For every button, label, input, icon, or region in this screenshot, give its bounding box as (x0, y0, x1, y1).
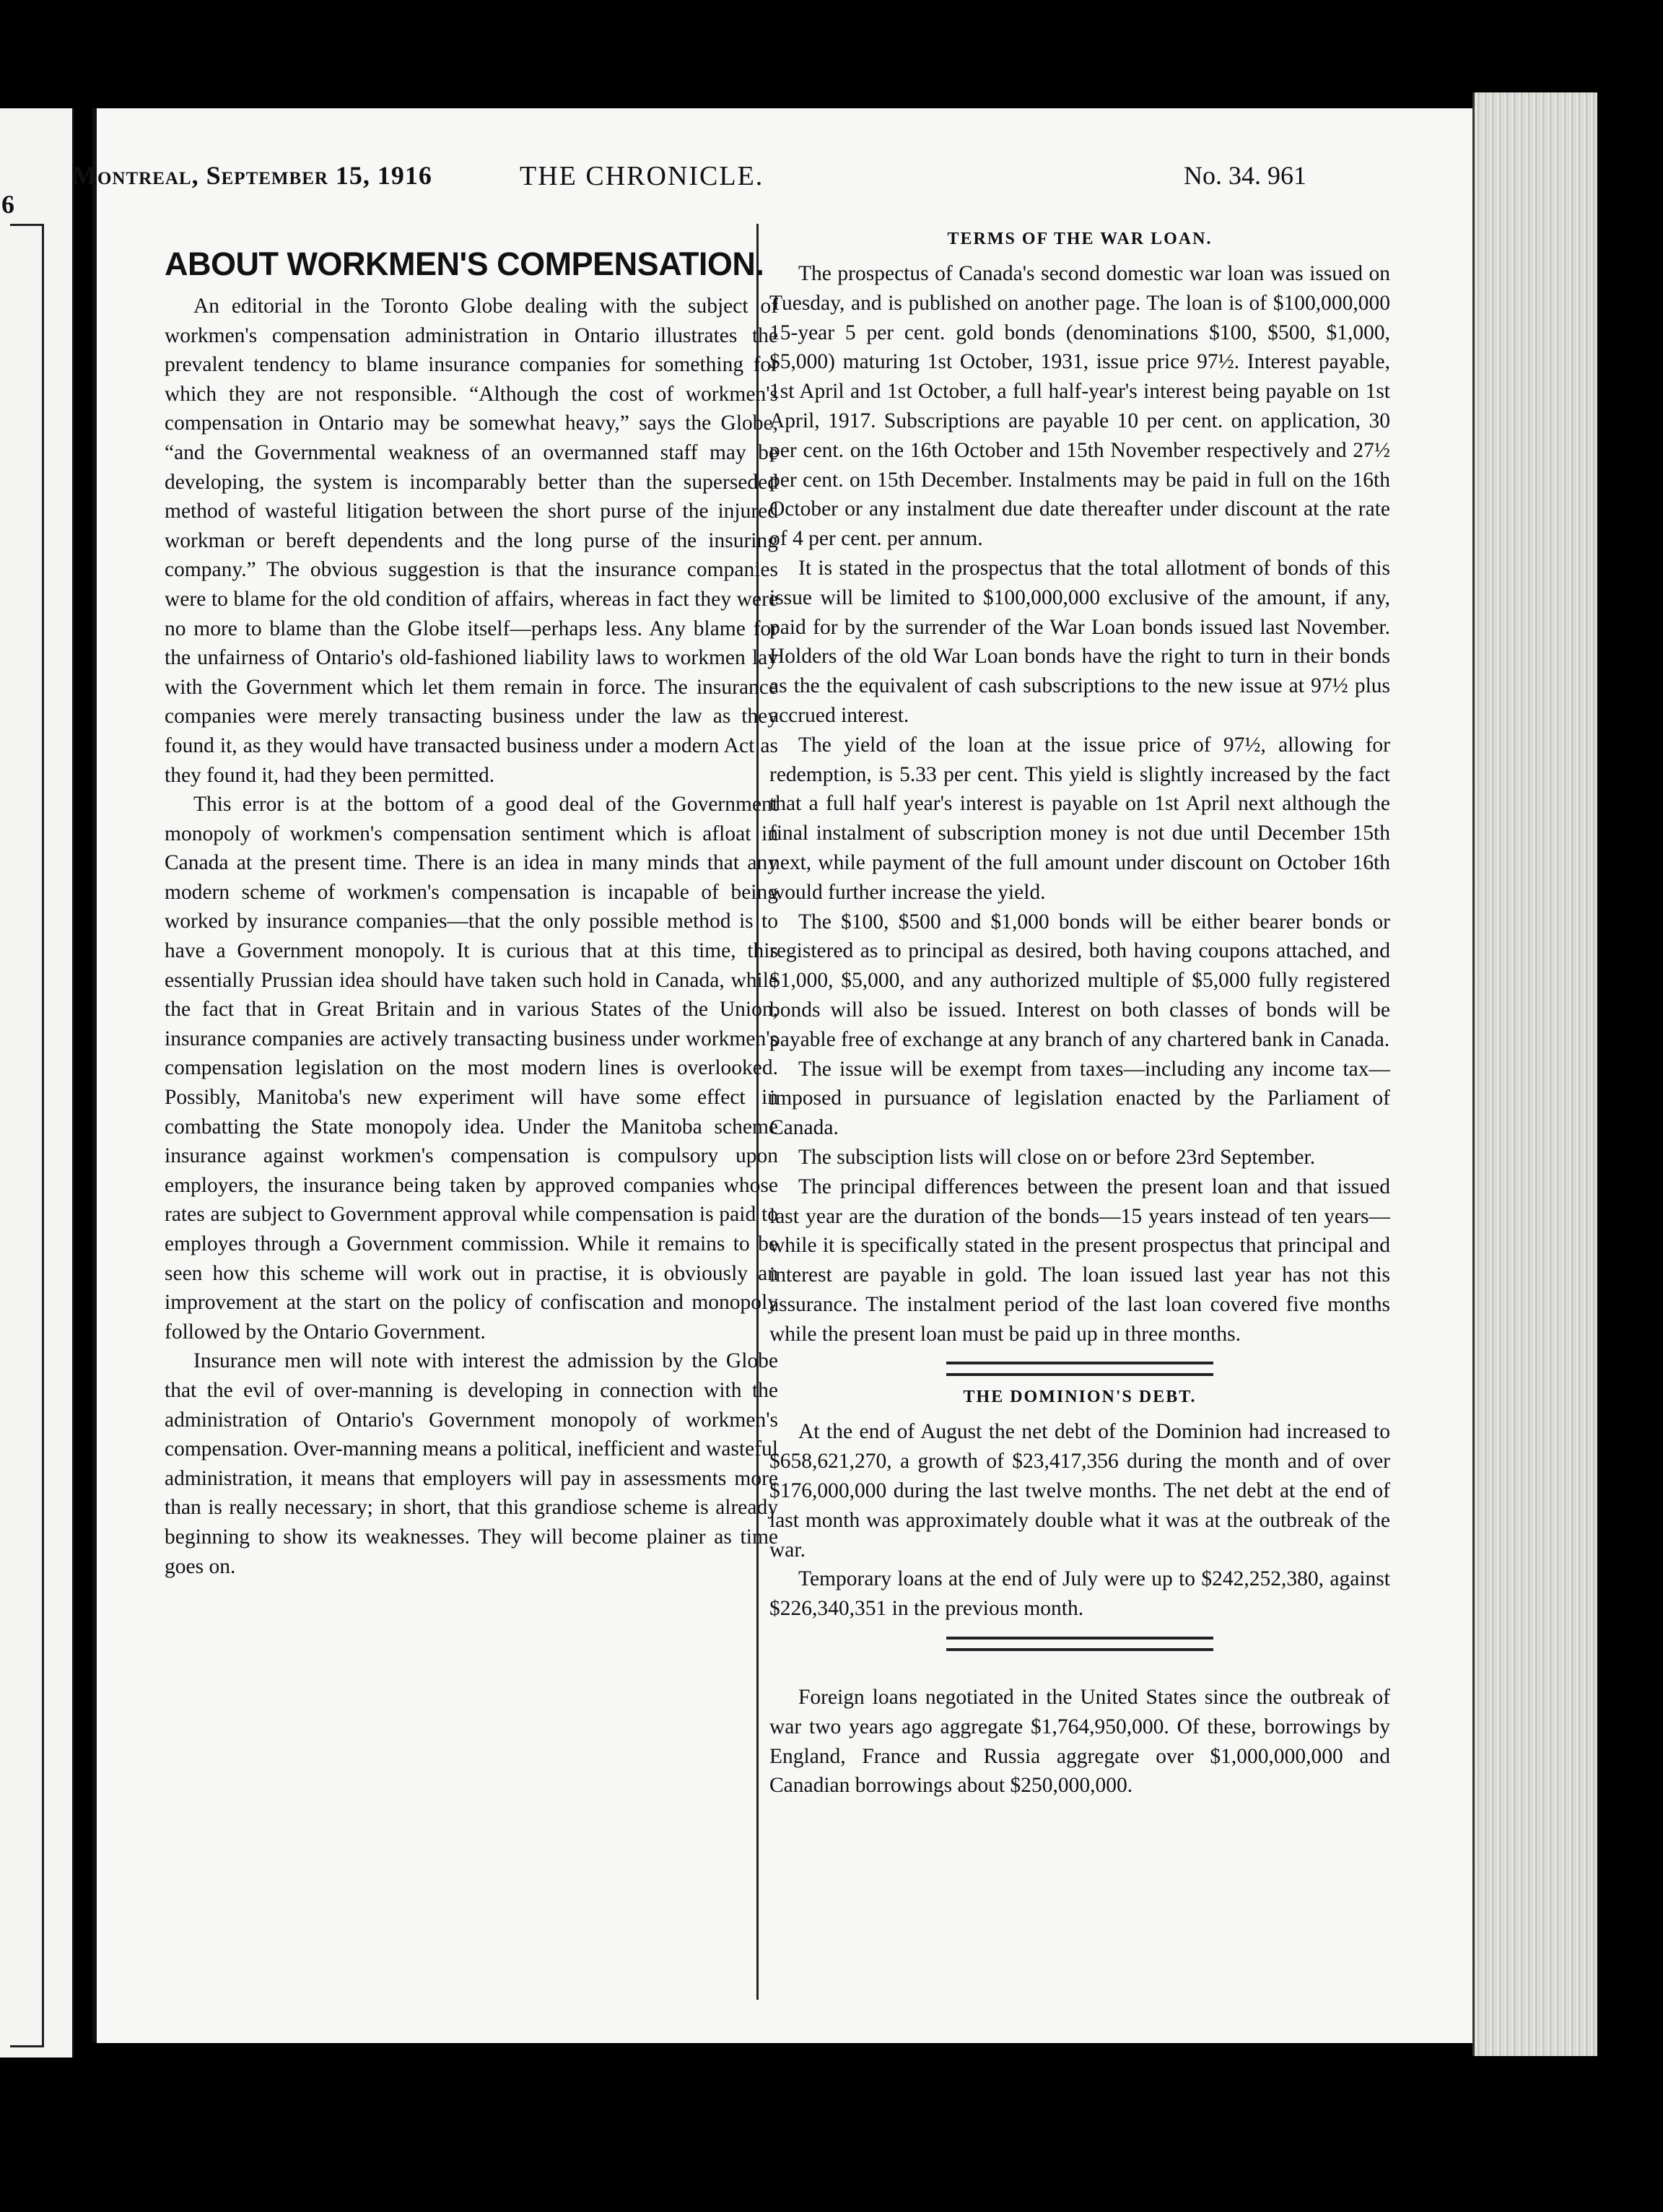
article-paragraph: The issue will be exempt from taxes—including any income tax—imposed in pursuance of legislation enacted by the Parliament of Canada. (769, 1057, 1390, 1140)
article-paragraph: An editorial in the Toronto Globe dealing with the subject of workmen's compensation administration in Ontario illustrates the prevalent tendency to blame insurance companies for something for which they are not responsible. “Although the cost of workmen's compensation in Ontario may be somewhat heavy,” says the Globe, “and the Governmental weakness of an overmanned staff may be developing, the system is incomparably better than the superseded method of wasteful litigation between the short purse of the injured workman or bereft dependents and the long purse of the insuring company.” The obvious suggestion is that the insurance companies were to blame for the old condition of affairs, whereas in fact they were no more to blame than the Globe itself—perhaps less. Any blame for the unfairness of Ontario's old-fashioned liability laws to workmen lay with the Government which let them remain in force. The insurance companies were merely transacting business under the law as they found it, as they would have transacted business under a modern Act as they found it, had they been permitted. (165, 295, 778, 787)
article-paragraph: The prospectus of Canada's second domestic war loan was issued on Tuesday, and is published on another page. The loan is of $100,000,000 15-year 5 per cent. gold bonds (denominations $100, $500, $1,000, $5,000) maturing 1st October, 1931, issue price 97½. Interest payable, 1st April and 1st October, a full half-year's interest being payable on 1st April, 1917. Subscriptions are payable 10 per cent. on application, 30 per cent. on the 16th October and 15th November respectively and 27½ per cent. on 15th December. Instalments may be paid in full on the 16th October or any instalment due date thereafter under discount at the rate of 4 per cent. per annum. (769, 262, 1390, 551)
section-divider (946, 1362, 1213, 1376)
article-paragraph: The subsciption lists will close on or before 23rd September. (798, 1145, 1316, 1169)
previous-page-border (10, 224, 44, 2047)
page-header (72, 160, 1343, 204)
article-paragraph: The yield of the loan at the issue price of 97½, allowing for redemption, is 5.33 per cent. This yield is slightly increased by the fact that a full half year's interest is payable on 1st April next although the final instalment of subscription money is not due until December 15th next, while payment of the full amount under discount on October 16th would further increase the yield. (769, 733, 1390, 904)
article-paragraph: This error is at the bottom of a good deal of the Government monopoly of workmen's compensation sentiment which is afloat in Canada at the present time. There is an idea in many minds that any modern scheme of workmen's compensation is incapable of being worked by insurance companies—that the only possible method is to have a Government monopoly. It is curious that at this time, this essentially Prussian idea should have taken such hold in Canada, while the fact that in Great Britain and in various States of the Union, insurance companies are actively transacting business under workmen's compensation legislation on the most modern lines is overlooked. Possibly, Manitoba's new experiment will have some effect in combatting the State monopoly idea. Under the Manitoba scheme insurance against workmen's compensation is compulsory upon employers, the insurance being taken by approved companies whose rates are subject to Government approval while compensation is paid to employes through a Government commission. While it remains to be seen how this scheme will work out in practise, it is obviously an improvement at the start on the policy of confiscation and monopoly followed by the Ontario Government. (165, 793, 778, 1344)
article-paragraph: The principal differences between the present loan and that issued last year are the duration of the bonds—15 years instead of ten years—while it is specifically stated in the present prospectus that principal and interest are payable in gold. The loan issued last year has not this assurance. The instalment period of the last loan covered five months while the present loan must be paid up in three months. (769, 1175, 1390, 1346)
book-page-edges (1472, 92, 1597, 2056)
war-loan-heading: TERMS OF THE WAR LOAN. (947, 230, 1213, 248)
issue-number: No. 34. 961 (1184, 161, 1306, 190)
dominion-debt-heading: THE DOMINION'S DEBT. (963, 1388, 1197, 1407)
right-column (769, 224, 1390, 1800)
article-paragraph: It is stated in the prospectus that the total allotment of bonds of this issue will be limited to $100,000,000 exclusive of the amount, if any, paid for by the surrender of the War Loan bonds issued last November. Holders of the old War Loan bonds have the right to turn in their bonds as the the equivalent of cash subscriptions to the new issue at 97½ plus accrued interest. (769, 556, 1390, 727)
article-paragraph: The $100, $500 and $1,000 bonds will be either bearer bonds or registered as to principal as desired, both having coupons attached, and $1,000, $5,000, and any authorized multiple of $5,000 fully registered bonds will also be issued. Interest on both classes of bonds will be payable free of exchange at any branch of any chartered bank in Canada. (769, 910, 1390, 1051)
article-paragraph: Temporary loans at the end of July were up to $242,252,380, against $226,340,351 in the previous month. (769, 1567, 1390, 1621)
article-paragraph: Foreign loans negotiated in the United States since the outbreak of war two years ago aggregate $1,764,950,000. Of these, borrowings by England, France and Russia aggregate over $1,000,000,000 and Canadian borrowings about $250,000,000. (769, 1686, 1390, 1798)
previous-page-number: 6 (1, 190, 14, 219)
section-divider (946, 1637, 1213, 1651)
article-headline: ABOUT WORKMEN'S COMPENSATION. (165, 245, 764, 282)
article-paragraph: At the end of August the net debt of the Dominion had increased to $658,621,270, a growth of $23,417,356 during the month and of over $176,000,000 during the last twelve months. The net debt at the end of last month was approximately double what it was at the outbreak of the war. (769, 1420, 1390, 1562)
dateline: Montreal, September 15, 1916 (72, 161, 432, 190)
article-paragraph: Insurance men will note with interest the admission by the Globe that the evil of over-manning is developing in connection with the administration of Ontario's Government monopoly of workmen's compensation. Over-manning means a political, inefficient and wasteful administration, it means that employers will pay in assessments more than is really necessary; in short, that this grandiose scheme is already beginning to show its weaknesses. They will become plainer as time goes on. (165, 1349, 778, 1578)
left-column (165, 245, 778, 1581)
publication-title: THE CHRONICLE. (520, 161, 764, 191)
